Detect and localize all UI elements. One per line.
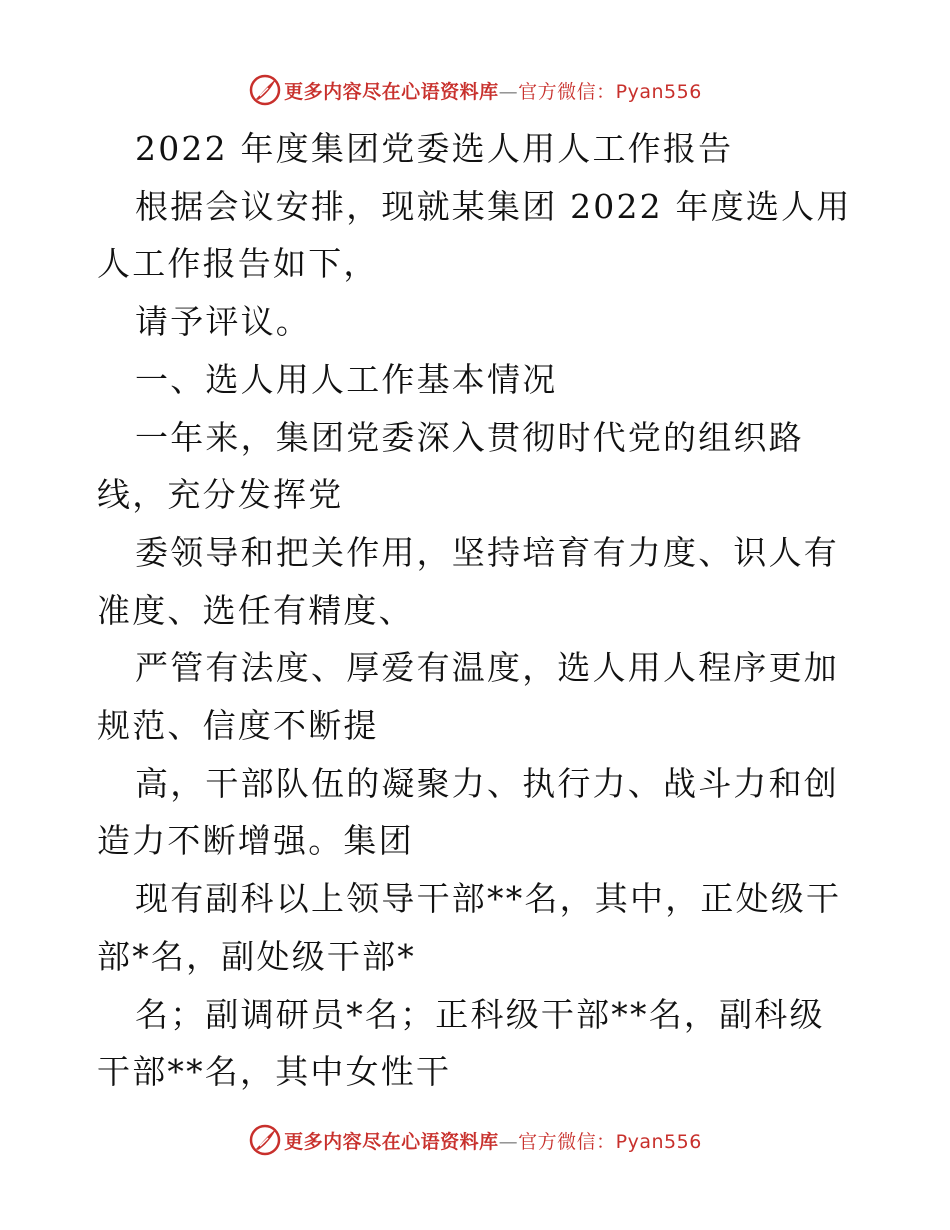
watermark-banner-top bbox=[0, 70, 950, 110]
watermark-wechat: 官方微信：Pyan556 bbox=[518, 1130, 702, 1153]
paragraph: 现有副科以上领导干部**名，其中，正处级干部*名，副处级干部* bbox=[97, 879, 842, 976]
paragraph: 请予评议。 bbox=[135, 302, 311, 342]
paragraph: 根据会议安排，现就某集团 2022 年度选人用人工作报告如下， bbox=[97, 186, 852, 284]
watermark-banner-bottom bbox=[0, 1120, 950, 1160]
watermark-wechat: 官方微信：Pyan556 bbox=[518, 80, 702, 103]
watermark-dash: — bbox=[498, 1130, 519, 1153]
document-body bbox=[97, 120, 852, 1101]
watermark-dash: — bbox=[498, 80, 519, 103]
paragraph: 严管有法度、厚爱有温度，选人用人程序更加规范、信度不断提 bbox=[97, 648, 839, 746]
section-heading: 一、选人用人工作基本情况 bbox=[135, 359, 558, 399]
paragraph: 一年来，集团党委深入贯彻时代党的组织路线，充分发挥党 bbox=[97, 417, 804, 515]
watermark-text bbox=[284, 1127, 702, 1154]
paragraph: 名；副调研员*名；正科级干部**名，副科级干部**名，其中女性干 bbox=[97, 994, 825, 1092]
watermark-brand: 更多内容尽在心语资料库 bbox=[284, 1130, 499, 1153]
watermark-brand: 更多内容尽在心语资料库 bbox=[284, 80, 499, 103]
quill-pen-logo-icon bbox=[248, 73, 282, 107]
paragraph: 委领导和把关作用，坚持培育有力度、识人有准度、选任有精度、 bbox=[97, 532, 839, 630]
watermark-text bbox=[284, 77, 702, 104]
quill-pen-logo-icon bbox=[248, 1123, 282, 1157]
paragraph: 高，干部队伍的凝聚力、执行力、战斗力和创造力不断增强。集团 bbox=[97, 763, 839, 861]
document-title: 2022 年度集团党委选人用人工作报告 bbox=[135, 129, 734, 168]
